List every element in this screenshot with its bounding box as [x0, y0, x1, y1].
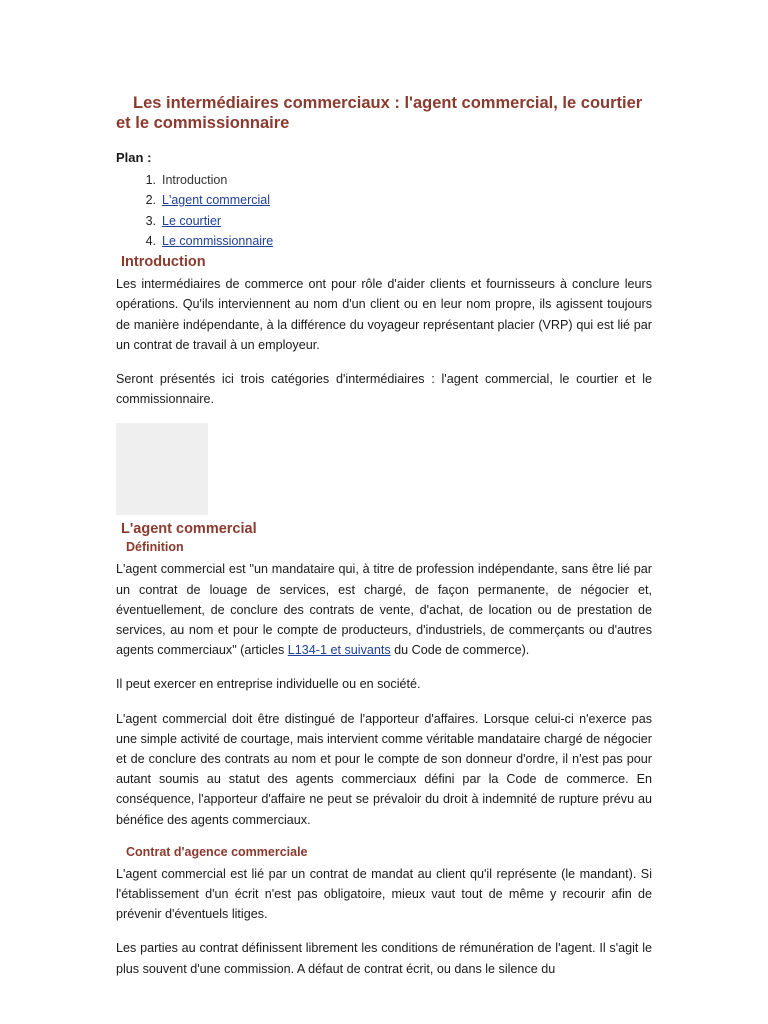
definition-paragraph-3: L'agent commercial doit être distingué de l'apporteur d'affaires. Lorsque celui-ci n'exerce pas une simple activité de courtage, mais intervient comme véritable mandataire chargé de négocier et de conclure des contrats au nom et pour le compte de son donneur d'ordre, il n'est pas pour autant soumis au statut des agents commerciaux défini par la Code de commerce. En conséquence, l'apporteur d'affaire ne peut se prévaloir du droit à indemnité de rupture prévu au bénéfice des agents commerciaux.: [116, 711, 652, 827]
document-page: [116, 93, 652, 979]
intro-paragraph-2: Seront présentés ici trois catégories d'intermédiaires : l'agent commercial, le courtier et le commissionnaire.: [116, 372, 652, 407]
plan-item-agent[interactable]: [116, 190, 652, 210]
definition-paragraph-1: [116, 559, 652, 660]
plan-item-number: 4.: [145, 233, 156, 248]
intro-paragraph-1: Les intermédiaires de commerce ont pour rôle d'aider clients et fournisseurs à conclure leurs opérations. Qu'ils interviennent au nom d'un client ou en leur nom propre, ils agissent toujours de manière indépendante, à la différence du voyageur représentant placier (VRP) qui est lié par un contrat de travail à un employeur.: [116, 277, 652, 352]
subheading-contrat-agence: Contrat d'agence commerciale: [126, 844, 308, 859]
article-link-l134-1[interactable]: L134-1 et suivants: [287, 643, 391, 658]
definition-paragraph-2: Il peut exercer en entreprise individuelle ou en société.: [116, 677, 421, 692]
subheading-definition: Définition: [126, 540, 184, 555]
plan-item-courtier[interactable]: [116, 211, 652, 231]
contract-paragraph-1: L'agent commercial est lié par un contrat de mandat au client qu'il représente (le mandant). Si l'établissement d'un écrit n'est pas obligatoire, mieux vaut tout de même y recourir afin de prévenir d'éventuels litiges.: [116, 866, 652, 922]
plan-link-commissionnaire[interactable]: Le commissionnaire: [162, 233, 274, 248]
plan-link-courtier[interactable]: Le courtier: [162, 213, 222, 228]
plan-label: Plan :: [116, 150, 152, 165]
contract-paragraph-2: Les parties au contrat définissent librement les conditions de rémunération de l'agent. Il s'agit le plus souvent d'une commission. A défaut de contrat écrit, ou dans le silence du: [116, 941, 652, 976]
plan-item-commissionnaire[interactable]: [116, 231, 652, 251]
image-placeholder: [116, 423, 208, 515]
plan-item-label: Introduction: [162, 173, 228, 187]
section-heading-agent-commercial: L'agent commercial: [121, 521, 257, 538]
plan-link-agent-commercial[interactable]: L'agent commercial: [162, 193, 270, 208]
plan-item-number: 3.: [145, 213, 156, 228]
plan-item-number: 2.: [145, 193, 156, 208]
plan-item-introduction: [116, 170, 652, 190]
page-title: Les intermédiaires commerciaux : l'agent commercial, le courtier et le commissionnaire: [116, 94, 643, 132]
plan-list: [116, 170, 652, 251]
plan-item-number: 1.: [145, 173, 156, 187]
definition-text-after: du Code de commerce).: [390, 643, 530, 658]
section-heading-introduction: Introduction: [121, 254, 206, 271]
definition-text-before: L'agent commercial est "un mandataire qui, à titre de profession indépendante, sans être lié par un contrat de louage de services, est chargé, de façon permanente, de négocier et, éventuellement, de conclure des contrats de vente, d'achat, de location ou de prestation de services, au nom et pour le compte de producteurs, d'industriels, de commerçants ou d'autres agents commerciaux" (articles: [116, 562, 652, 658]
